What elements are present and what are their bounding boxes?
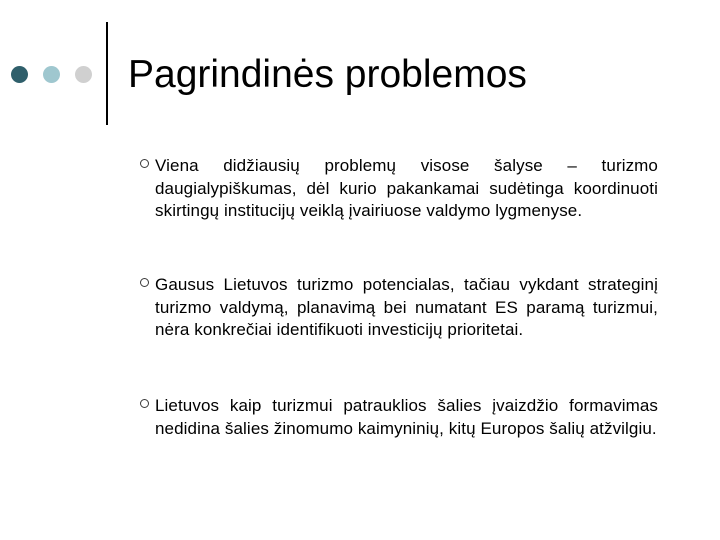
bullet-item [140,395,660,440]
decorative-dot-gray [75,66,92,83]
bullet-text: Gausus Lietuvos turizmo potencialas, tačiau vykdant strateginį turizmo valdymą, planavimą bei numatant ES paramą turizmui, nėra konkrečiai identifikuoti investicijų prioritetai. [155,275,658,339]
bullet-text: Viena didžiausių problemų visose šalyse – turizmo daugialypiškumas, dėl kurio pakankamai sudėtinga koordinuoti skirtingų institucijų veiklą įvairiuose valdymo lygmenyse. [155,156,658,220]
decorative-dot-dark [11,66,28,83]
slide-title: Pagrindinės problemos [128,53,527,96]
bullet-circle-icon [140,159,149,168]
bullet-item [140,155,660,223]
title-divider [106,22,108,125]
bullet-text: Lietuvos kaip turizmui patrauklios šalies įvaizdžio formavimas nedidina šalies žinomumo kaimyninių, kitų Europos šalių atžvilgiu. [155,396,658,438]
bullet-circle-icon [140,278,149,287]
decorative-dot-light [43,66,60,83]
bullet-circle-icon [140,399,149,408]
bullet-item [140,274,660,342]
